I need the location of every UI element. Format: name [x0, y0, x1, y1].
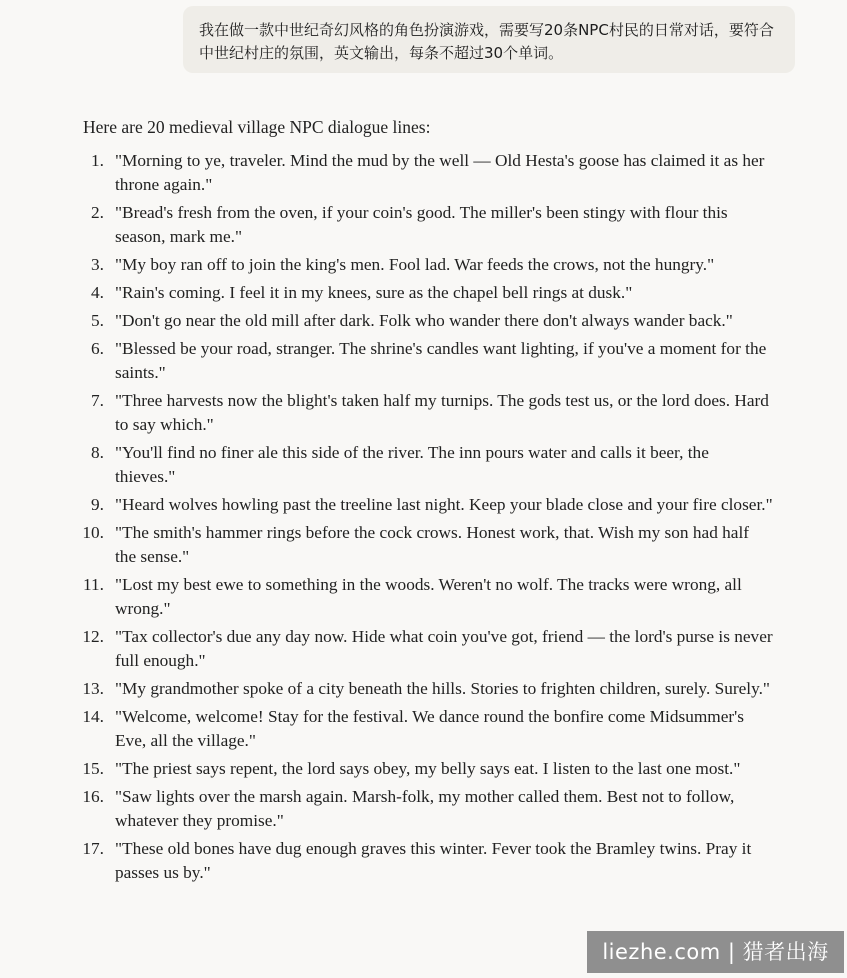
list-item-text: "Welcome, welcome! Stay for the festival. We dance round the bonfire come Midsummer's Eve, all the village."	[115, 707, 744, 750]
list-item	[83, 573, 773, 621]
list-item-text: "You'll find no finer ale this side of the river. The inn pours water and calls it beer, the thieves."	[115, 443, 709, 486]
list-item	[83, 253, 773, 277]
assistant-response	[83, 115, 773, 889]
list-item-text: "The smith's hammer rings before the cock crows. Honest work, that. Wish my son had half the sense."	[115, 523, 750, 566]
list-item	[83, 625, 773, 673]
list-item-text: "Three harvests now the blight's taken half my turnips. The gods test us, or the lord does. Hard to say which."	[115, 391, 769, 434]
list-item-text: "Blessed be your road, stranger. The shrine's candles want lighting, if you've a moment for the saints."	[115, 339, 767, 382]
list-item	[83, 837, 773, 885]
list-item	[83, 441, 773, 489]
list-item	[83, 757, 773, 781]
list-item-number: 14.	[82, 707, 104, 726]
watermark-text: liezhe.com | 猎者出海	[602, 940, 829, 964]
list-item	[83, 337, 773, 385]
list-item-number: 11.	[83, 575, 104, 594]
list-item-text: "Bread's fresh from the oven, if your coin's good. The miller's been stingy with flour this season, mark me."	[115, 203, 728, 246]
list-item	[83, 149, 773, 197]
list-item-number: 2.	[91, 203, 104, 222]
user-message-bubble	[183, 6, 795, 73]
list-item-number: 15.	[82, 759, 104, 778]
list-item-number: 17.	[82, 839, 104, 858]
list-item	[83, 281, 773, 305]
list-item-text: "Morning to ye, traveler. Mind the mud by the well — Old Hesta's goose has claimed it as her throne again."	[115, 151, 765, 194]
response-intro: Here are 20 medieval village NPC dialogue lines:	[83, 117, 431, 137]
list-item-text: "Tax collector's due any day now. Hide what coin you've got, friend — the lord's purse is never full enough."	[115, 627, 773, 670]
list-item	[83, 309, 773, 333]
list-item-number: 3.	[91, 255, 104, 274]
watermark	[587, 931, 844, 973]
list-item-text: "Lost my best ewe to something in the woods. Weren't no wolf. The tracks were wrong, all wrong."	[115, 575, 742, 618]
dialogue-list	[83, 149, 773, 885]
list-item-text: "The priest says repent, the lord says obey, my belly says eat. I listen to the last one most."	[115, 759, 741, 778]
list-item-text: "These old bones have dug enough graves this winter. Fever took the Bramley twins. Pray it passes us by."	[115, 839, 752, 882]
list-item-number: 4.	[91, 283, 104, 302]
list-item	[83, 521, 773, 569]
list-item	[83, 493, 773, 517]
list-item-text: "My boy ran off to join the king's men. Fool lad. War feeds the crows, not the hungry."	[115, 255, 715, 274]
list-item-text: "My grandmother spoke of a city beneath the hills. Stories to frighten children, surely. Surely."	[115, 679, 770, 698]
list-item-number: 10.	[82, 523, 104, 542]
list-item-number: 9.	[91, 495, 104, 514]
list-item-text: "Saw lights over the marsh again. Marsh-folk, my mother called them. Best not to follow, whatever they promise."	[115, 787, 735, 830]
list-item	[83, 201, 773, 249]
list-item	[83, 705, 773, 753]
list-item	[83, 677, 773, 701]
list-item-number: 13.	[82, 679, 104, 698]
list-item-number: 16.	[82, 787, 104, 806]
list-item-text: "Heard wolves howling past the treeline last night. Keep your blade close and your fire closer."	[115, 495, 773, 514]
list-item-number: 6.	[91, 339, 104, 358]
user-message-text: 我在做一款中世纪奇幻风格的角色扮演游戏，需要写20条NPC村民的日常对话，要符合中世纪村庄的氛围，英文输出，每条不超过30个单词。	[199, 21, 774, 62]
list-item-number: 1.	[91, 151, 104, 170]
list-item	[83, 785, 773, 833]
list-item-number: 12.	[82, 627, 104, 646]
list-item	[83, 389, 773, 437]
list-item-number: 5.	[91, 311, 104, 330]
list-item-text: "Don't go near the old mill after dark. Folk who wander there don't always wander back."	[115, 311, 733, 330]
list-item-text: "Rain's coming. I feel it in my knees, sure as the chapel bell rings at dusk."	[115, 283, 633, 302]
list-item-number: 7.	[91, 391, 104, 410]
list-item-number: 8.	[91, 443, 104, 462]
